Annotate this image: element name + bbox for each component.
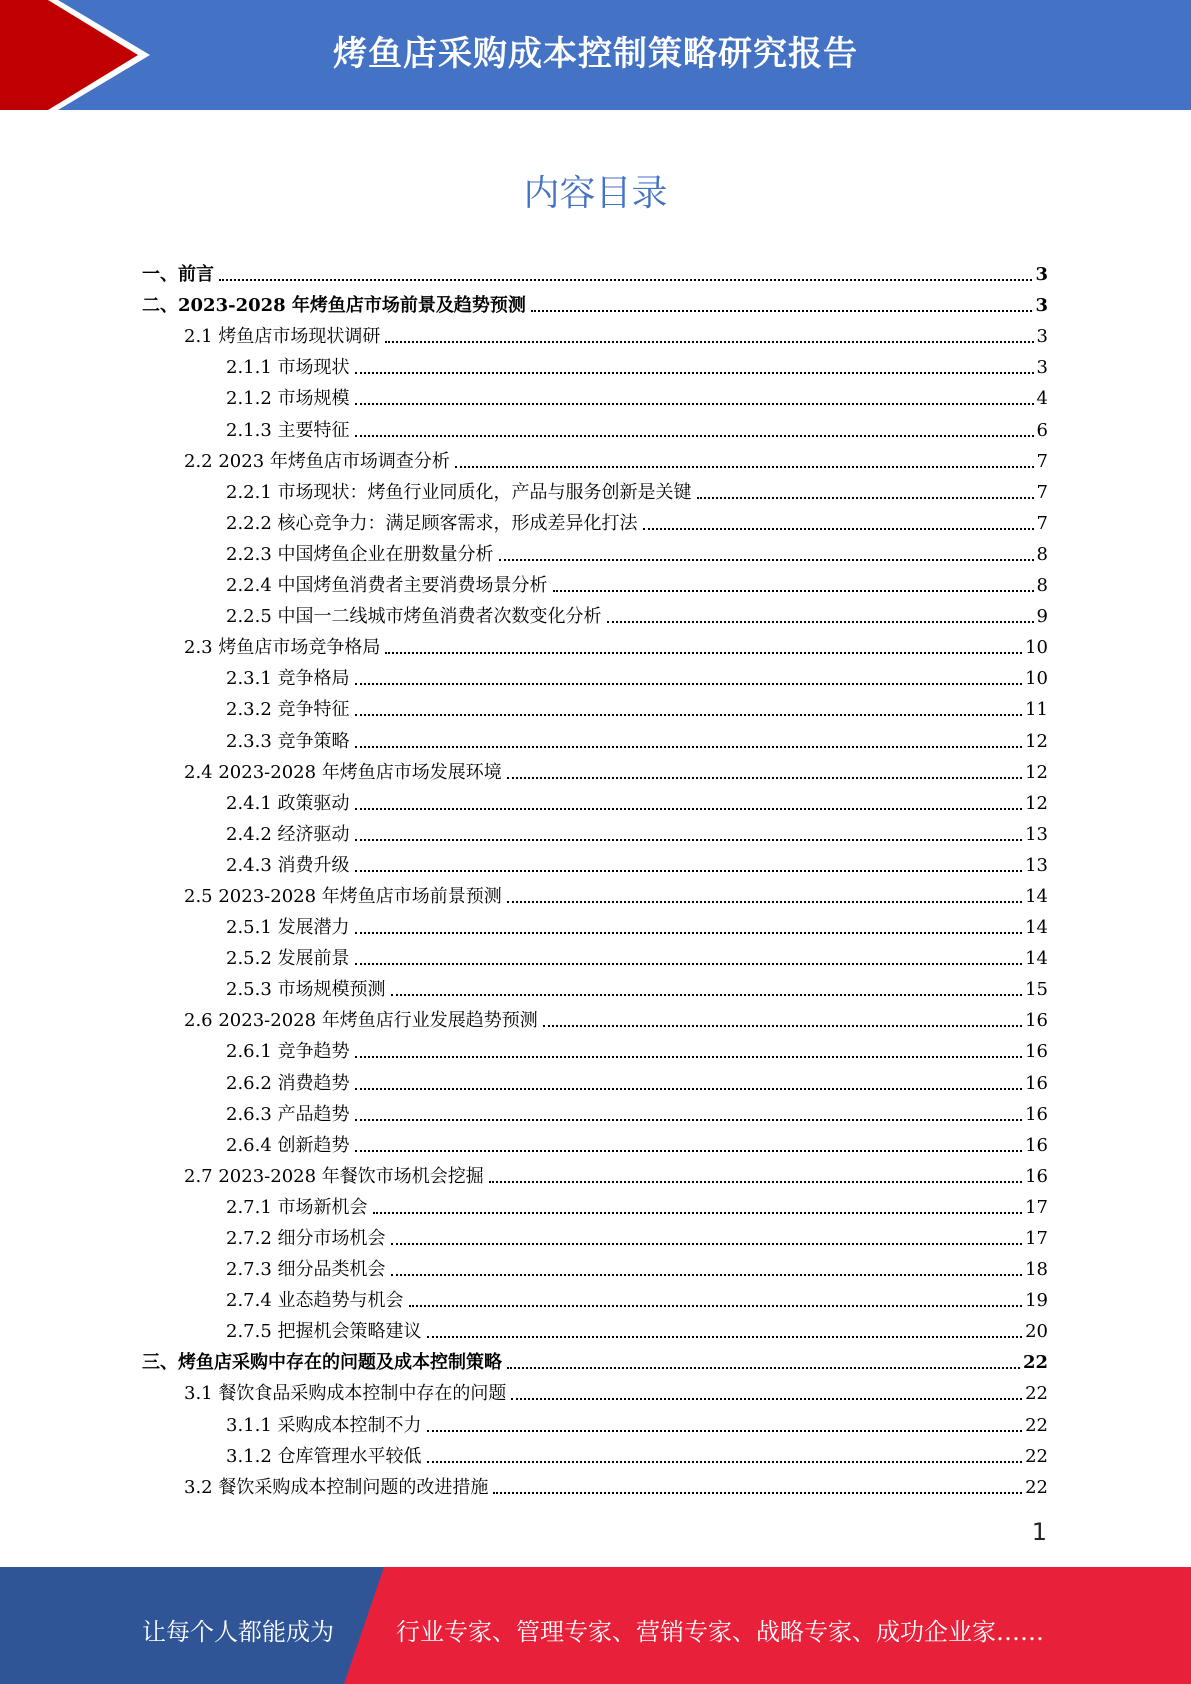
toc-entry-title: 2.5.1 发展潜力 [226,917,350,939]
toc-leader-dots [355,808,1023,810]
toc-leader-dots [643,528,1034,530]
toc-entry-page: 14 [1025,917,1048,939]
toc-entry-page: 7 [1036,512,1048,534]
toc-entry-title: 2.1 烤鱼店市场现状调研 [184,326,381,348]
toc-entry-page: 16 [1025,1010,1048,1032]
toc-entry[interactable] [142,348,1048,379]
toc-entry[interactable] [142,504,1048,535]
toc-entry-page: 3 [1036,326,1048,348]
toc-entry-page: 11 [1025,699,1048,721]
toc-entry-page: 4 [1036,388,1048,410]
toc-leader-dots [355,435,1034,437]
toc-entry-page: 16 [1025,1072,1048,1094]
toc-entry-page: 6 [1036,419,1048,441]
toc-entry-title: 2.2.4 中国烤鱼消费者主要消费场景分析 [226,575,548,597]
toc-entry-page: 22 [1025,1476,1048,1498]
toc-entry[interactable] [142,317,1048,348]
toc-leader-dots [427,1430,1023,1432]
toc-leader-dots [385,652,1022,654]
page-number: 1 [1031,1518,1047,1546]
toc-entry[interactable] [142,1312,1048,1343]
toc-entry-title: 2.5.2 发展前景 [226,948,350,970]
toc-entry[interactable] [142,1157,1048,1188]
toc-leader-dots [219,279,1032,281]
toc-entry-page: 8 [1036,543,1048,565]
toc-entry-page: 16 [1025,1041,1048,1063]
toc-entry[interactable] [142,473,1048,504]
toc-entry-title: 2.7.4 业态趋势与机会 [226,1290,404,1312]
toc-leader-dots [391,1274,1023,1276]
toc-entry[interactable] [142,379,1048,410]
toc-entry-title: 2.6 2023-2028 年烤鱼店行业发展趋势预测 [184,1010,538,1032]
toc-entry-title: 2.2.2 核心竞争力：满足顾客需求，形成差异化打法 [226,512,638,534]
toc-entry-title: 2.4.3 消费升级 [226,854,350,876]
toc-entry-title: 2.4.1 政策驱动 [226,792,350,814]
toc-entry-title: 2.5.3 市场规模预测 [226,979,386,1001]
toc-entry-page: 13 [1025,823,1048,845]
header-banner [0,0,1191,110]
toc-entry-page: 16 [1025,1103,1048,1125]
toc-leader-dots [697,497,1034,499]
toc-entry-page: 22 [1025,1383,1048,1405]
toc-leader-dots [355,932,1023,934]
toc-leader-dots [385,341,1033,343]
toc-leader-dots [543,1025,1022,1027]
toc-entry[interactable] [142,1095,1048,1126]
toc-entry[interactable] [142,1188,1048,1219]
toc-leader-dots [409,1305,1023,1307]
toc-leader-dots [511,1398,1022,1400]
toc-entry[interactable] [142,410,1048,441]
toc-leader-dots [391,1243,1023,1245]
toc-entry-title: 2.4.2 经济驱动 [226,823,350,845]
toc-entry-page: 22 [1025,1445,1048,1467]
toc-entry-page: 14 [1025,885,1048,907]
toc-entry-title: 一、前言 [142,264,214,286]
toc-entry[interactable] [142,1250,1048,1281]
toc-entry-page: 12 [1025,730,1048,752]
toc-leader-dots [455,466,1034,468]
toc-entry-title: 2.1.3 主要特征 [226,419,350,441]
toc-entry-page: 17 [1025,1196,1048,1218]
toc-leader-dots [355,372,1034,374]
toc-entry[interactable] [142,286,1048,317]
toc-entry-page: 20 [1025,1321,1048,1343]
toc-entry-title: 2.7.5 把握机会策略建议 [226,1321,422,1343]
toc-entry[interactable] [142,970,1048,1001]
toc-entry-title: 2.5 2023-2028 年烤鱼店市场前景预测 [184,885,502,907]
toc-leader-dots [355,963,1023,965]
toc-entry-title: 3.2 餐饮采购成本控制问题的改进措施 [184,1476,489,1498]
toc-entry[interactable] [142,908,1048,939]
toc-entry-title: 2.1.1 市场现状 [226,357,350,379]
toc-leader-dots [355,746,1023,748]
toc-entry-page: 19 [1025,1290,1048,1312]
table-of-contents [142,255,1048,1499]
toc-leader-dots [427,1461,1023,1463]
toc-leader-dots [493,1492,1022,1494]
toc-leader-dots [355,870,1023,872]
toc-entry-page: 12 [1025,792,1048,814]
toc-entry-page: 18 [1025,1259,1048,1281]
toc-entry[interactable] [142,1063,1048,1094]
toc-leader-dots [489,1181,1022,1183]
toc-entry-page: 15 [1025,979,1048,1001]
toc-entry-title: 2.2.1 市场现状：烤鱼行业同质化，产品与服务创新是关键 [226,481,692,503]
report-title: 烤鱼店采购成本控制策略研究报告 [333,34,858,74]
toc-entry-title: 2.6.1 竞争趋势 [226,1041,350,1063]
footer-banner [0,1567,1191,1684]
toc-entry[interactable] [142,1405,1048,1436]
toc-entry-title: 3.1 餐饮食品采购成本控制中存在的问题 [184,1383,507,1405]
toc-entry[interactable] [142,1374,1048,1405]
toc-entry[interactable] [142,1126,1048,1157]
toc-leader-dots [531,310,1033,312]
toc-entry-title: 3.1.2 仓库管理水平较低 [226,1445,422,1467]
toc-entry-page: 3 [1035,264,1048,286]
toc-leader-dots [355,839,1023,841]
toc-entry-title: 2.1.2 市场规模 [226,388,350,410]
toc-entry[interactable] [142,784,1048,815]
toc-leader-dots [553,590,1034,592]
toc-entry[interactable] [142,690,1048,721]
toc-entry[interactable] [142,255,1048,286]
toc-entry-title: 2.3.3 竞争策略 [226,730,350,752]
toc-entry-title: 2.7.2 细分市场机会 [226,1228,386,1249]
toc-entry[interactable] [142,877,1048,908]
toc-entry[interactable] [142,846,1048,877]
toc-entry-title: 2.3.2 竞争特征 [226,699,350,721]
toc-entry-page: 7 [1036,450,1048,472]
toc-leader-dots [355,1150,1023,1152]
toc-entry[interactable] [142,815,1048,846]
toc-leader-dots [391,994,1023,996]
toc-entry[interactable] [142,1437,1048,1468]
toc-entry-page: 14 [1025,948,1048,970]
toc-entry-title: 2.4 2023-2028 年烤鱼店市场发展环境 [184,761,502,783]
toc-entry-title: 2.7.1 市场新机会 [226,1196,368,1218]
toc-entry[interactable] [142,442,1048,473]
toc-entry-title: 3.1.1 采购成本控制不力 [226,1414,422,1436]
toc-entry-title: 2.7 2023-2028 年餐饮市场机会挖掘 [184,1165,484,1187]
toc-entry-title: 二、2023-2028 年烤鱼店市场前景及趋势预测 [142,295,526,317]
toc-entry[interactable] [142,659,1048,690]
toc-leader-dots [355,683,1023,685]
toc-entry[interactable] [142,1219,1048,1250]
toc-entry-page: 22 [1025,1414,1048,1436]
toc-entry-page: 9 [1036,606,1048,628]
toc-entry-page: 22 [1022,1352,1048,1374]
toc-entry[interactable] [142,1281,1048,1312]
toc-leader-dots [355,1056,1023,1058]
footer-slogan-right: 行业专家、管理专家、营销专家、战略专家、成功企业家…… [396,1618,1044,1646]
toc-entry-page: 7 [1036,481,1048,503]
toc-entry-page: 10 [1025,668,1048,690]
toc-entry[interactable] [142,721,1048,752]
toc-entry-page: 10 [1025,637,1048,659]
toc-entry-page: 17 [1025,1228,1048,1249]
toc-leader-dots [507,777,1022,779]
toc-entry[interactable] [142,1468,1048,1499]
toc-heading: 内容目录 [523,173,668,214]
toc-entry[interactable] [142,628,1048,659]
toc-entry-title: 2.6.2 消费趋势 [226,1072,350,1094]
toc-entry[interactable] [142,1001,1048,1032]
toc-entry-title: 2.7.3 细分品类机会 [226,1259,386,1281]
toc-entry[interactable] [142,535,1048,566]
toc-entry-title: 2.3 烤鱼店市场竞争格局 [184,637,381,659]
toc-entry[interactable] [142,753,1048,784]
toc-entry-page: 13 [1025,854,1048,876]
toc-leader-dots [373,1212,1023,1214]
toc-entry-page: 16 [1025,1134,1048,1156]
toc-entry-title: 2.6.3 产品趋势 [226,1103,350,1125]
toc-leader-dots [427,1336,1023,1338]
toc-entry-page: 16 [1025,1165,1048,1187]
toc-leader-dots [507,901,1022,903]
toc-entry[interactable] [142,939,1048,970]
toc-leader-dots [355,403,1034,405]
footer-slogan-left: 让每个人都能成为 [142,1618,334,1646]
toc-leader-dots [355,1119,1023,1121]
toc-entry-page: 3 [1036,357,1048,379]
toc-entry-title: 2.3.1 竞争格局 [226,668,350,690]
toc-entry-title: 2.2.3 中国烤鱼企业在册数量分析 [226,543,494,565]
toc-entry[interactable] [142,566,1048,597]
toc-leader-dots [499,559,1034,561]
toc-entry[interactable] [142,1343,1048,1374]
toc-entry-title: 三、烤鱼店采购中存在的问题及成本控制策略 [142,1352,502,1374]
toc-entry-title: 2.6.4 创新趋势 [226,1134,350,1156]
toc-entry[interactable] [142,597,1048,628]
toc-entry-page: 12 [1025,761,1048,783]
toc-entry[interactable] [142,1032,1048,1063]
toc-entry-title: 2.2 2023 年烤鱼店市场调查分析 [184,450,450,472]
toc-leader-dots [507,1367,1020,1369]
toc-entry-page: 8 [1036,575,1048,597]
toc-entry-title: 2.2.5 中国一二线城市烤鱼消费者次数变化分析 [226,606,602,628]
toc-leader-dots [355,714,1023,716]
toc-entry-page: 3 [1035,295,1048,317]
toc-leader-dots [355,1088,1023,1090]
toc-leader-dots [607,621,1034,623]
